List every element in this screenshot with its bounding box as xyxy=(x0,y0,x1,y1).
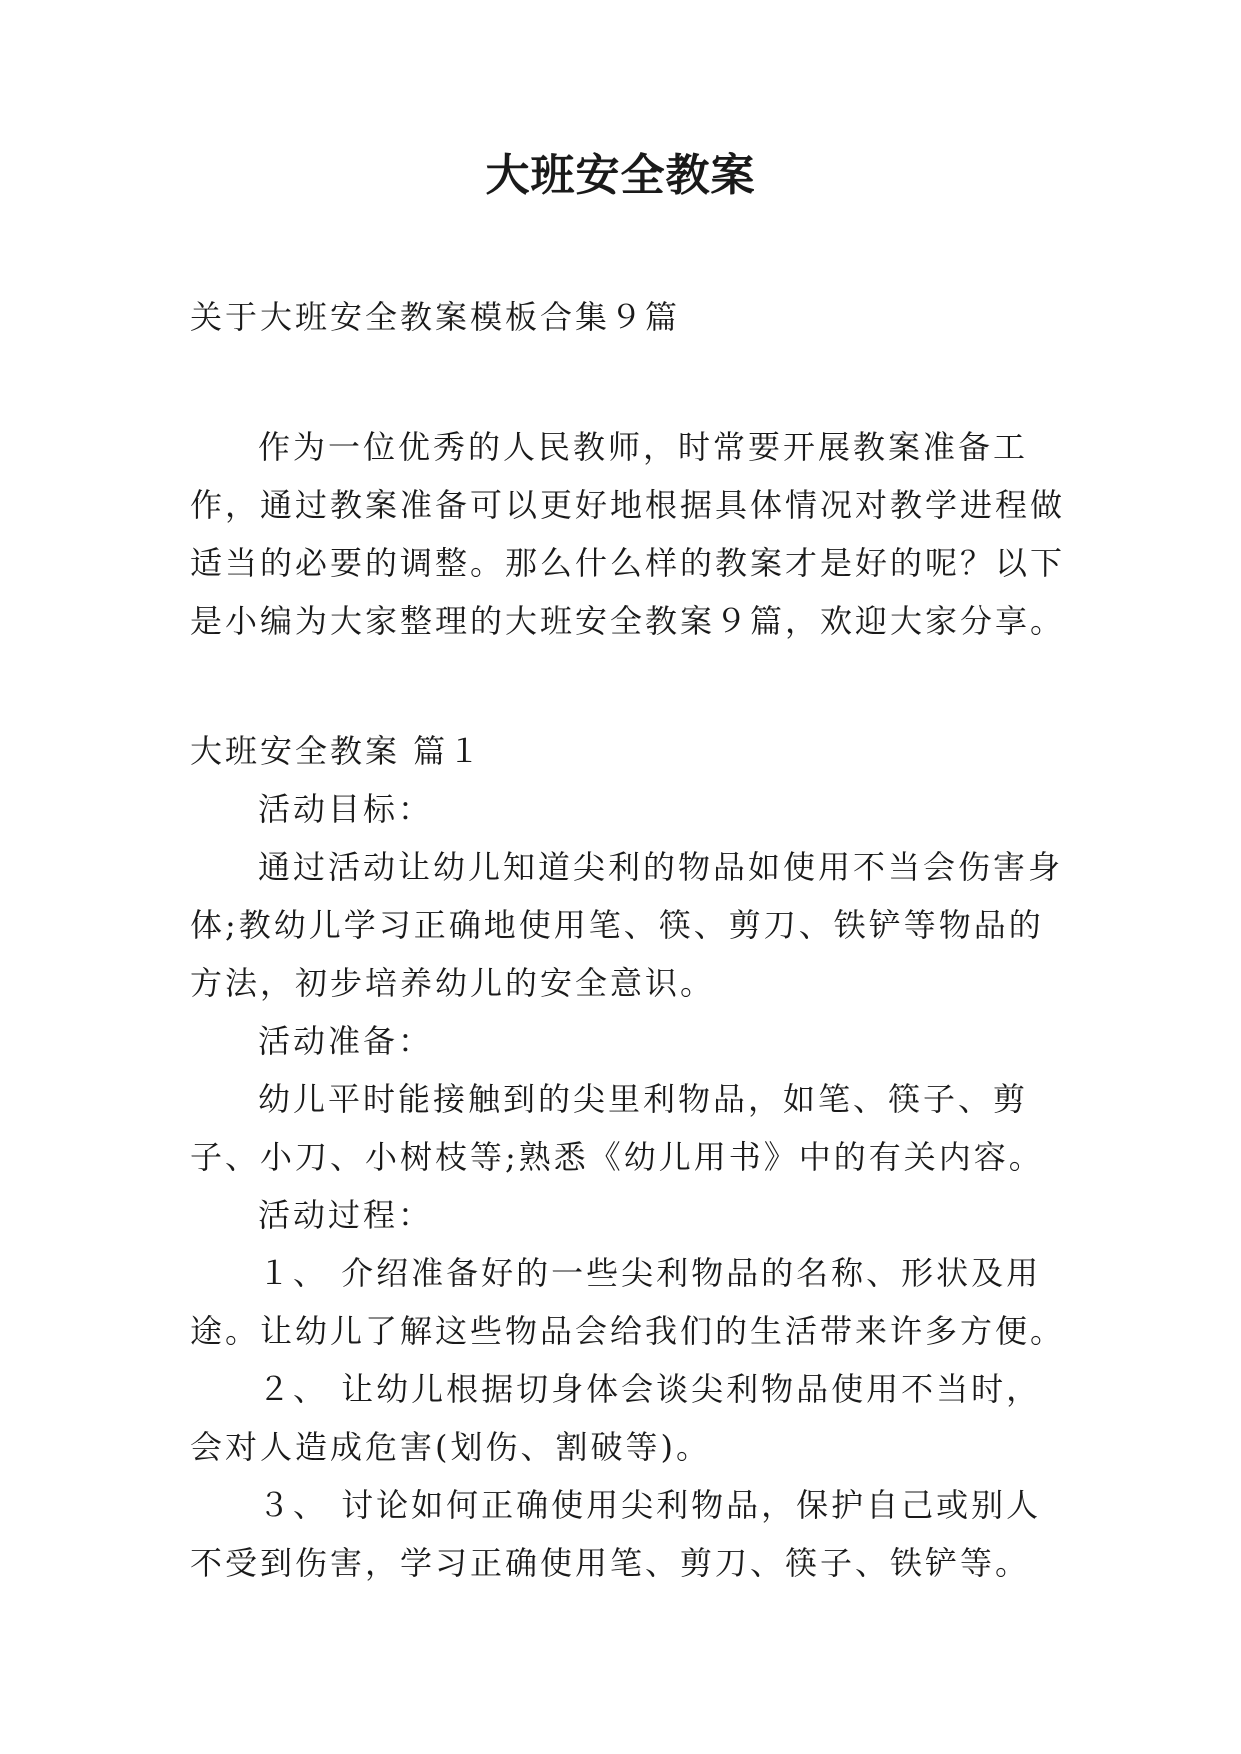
document-subtitle: 关于大班安全教案模板合集９篇 xyxy=(190,298,681,336)
document-title: 大班安全教案 xyxy=(485,150,756,201)
goal-text: 通过活动让幼儿知道尖利的物品如使用不当会伤害身体;教幼儿学习正确地使用笔、筷、剪刀、铁铲等物品的方法，初步培养幼儿的安全意识。 xyxy=(190,848,1064,1002)
process-step: １、 介绍准备好的一些尖利物品的名称、形状及用途。让幼儿了解这些物品会给我们的生活带来许多方便。 xyxy=(190,1254,1066,1350)
process-step: ２、 让幼儿根据切身体会谈尖利物品使用不当时，会对人造成危害(划伤、割破等)。 xyxy=(190,1370,1042,1466)
section-heading: 大班安全教案 篇１ xyxy=(190,732,484,770)
process-label: 活动过程： xyxy=(258,1196,434,1234)
prep-text: 幼儿平时能接触到的尖里利物品，如笔、筷子、剪子、小刀、小树枝等;熟悉《幼儿用书》中的有关内容。 xyxy=(190,1080,1044,1176)
prep-label: 活动准备： xyxy=(258,1022,434,1060)
goal-label: 活动目标： xyxy=(258,790,434,828)
document-body xyxy=(190,288,1070,1592)
process-step: ３、 讨论如何正确使用尖利物品，保护自己或别人不受到伤害，学习正确使用笔、剪刀、筷子、铁铲等。 xyxy=(190,1486,1042,1582)
intro-paragraph: 作为一位优秀的人民教师，时常要开展教案准备工作，通过教案准备可以更好地根据具体情况对教学进程做适当的必要的调整。那么什么样的教案才是好的呢？以下是小编为大家整理的大班安全教案９篇，欢迎大家分享。 xyxy=(190,428,1066,640)
